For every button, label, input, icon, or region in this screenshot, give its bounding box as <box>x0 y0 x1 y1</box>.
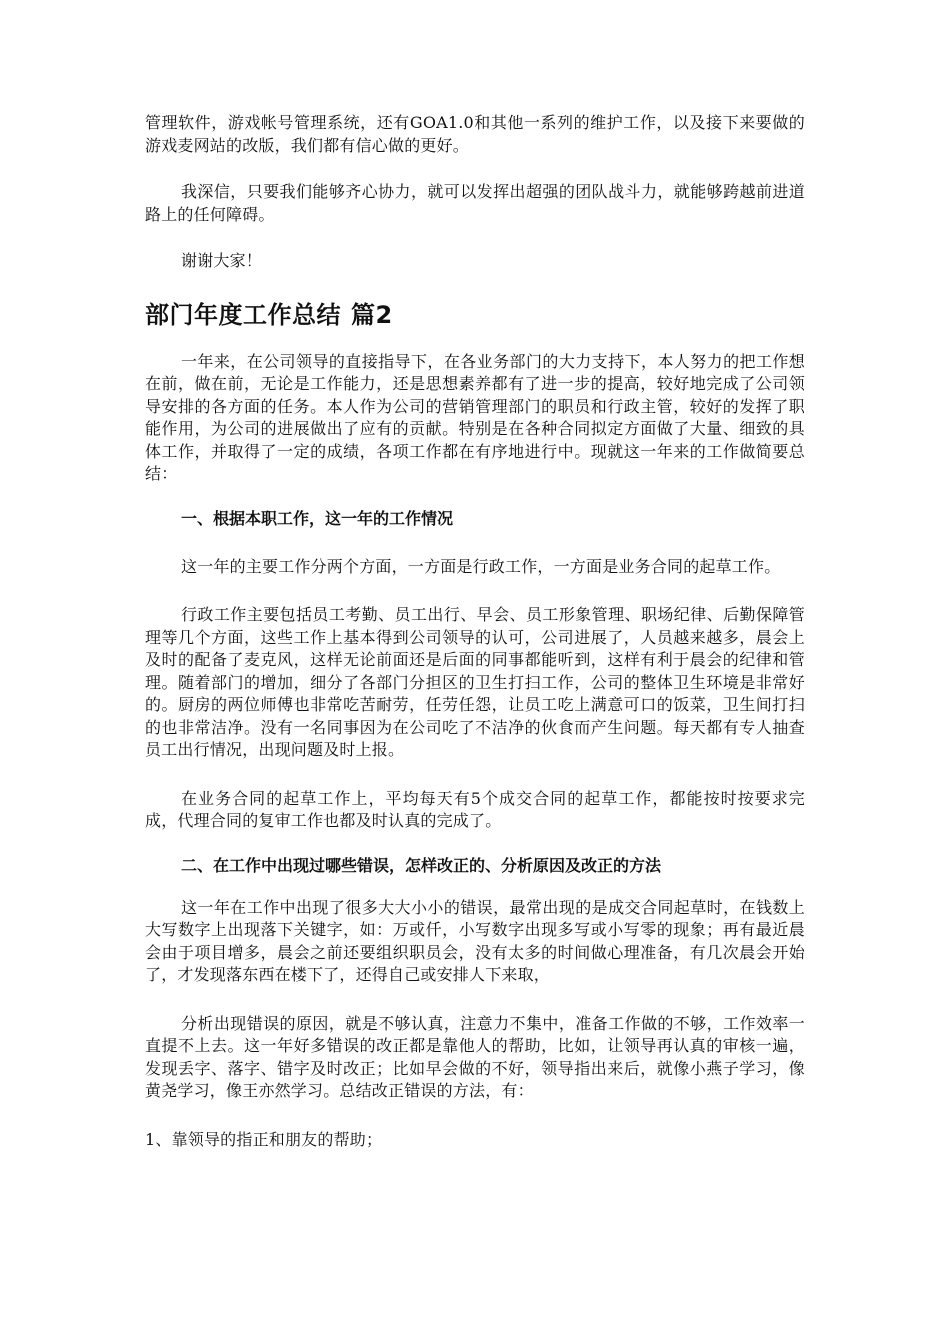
list-item-method-1: 1、靠领导的指正和朋友的帮助； <box>145 1129 383 1149</box>
heading-work-situation: 一、根据本职工作，这一年的工作情况 <box>181 508 454 528</box>
paragraph-thanks: 谢谢大家！ <box>181 251 263 270</box>
paragraph-admin-work: 行政工作主要包括员工考勤、员工出行、早会、员工形象管理、职场纪律、后勤保障管理等几个方面，这些工作上基本得到公司领导的认可，公司进展了，人员越来越多，晨会上及时的配备了麦克风，这样无论前面还是后面的同事都能听到，这样有利于晨会的纪律和管理。随着部门的增加，细分了各部门分担区的卫生打扫工作，公司的整体卫生环境是非常好的。厨房的两位师傅也非常吃苦耐劳，任劳任怨，让员工吃上满意可口的饭菜，卫生间打扫的也非常洁净。没有一名同事因为在公司吃了不洁净的伙食而产生问题。每天都有专人抽查员工出行情况，出现问题及时上报。 <box>145 605 805 759</box>
paragraph-belief: 我深信，只要我们能够齐心协力，就可以发挥出超强的团队战斗力，就能够跨越前进道路上的任何障碍。 <box>145 182 805 224</box>
paragraph-analysis: 分析出现错误的原因，就是不够认真，注意力不集中，准备工作做的不够，工作效率一直提不上去。这一年好多错误的改正都是靠他人的帮助，比如，让领导再认真的审核一遍，发现丢字、落字、错字及时改正；比如早会做的不好，领导指出来后，就像小燕子学习，像黄尧学习，像王亦然学习。总结改正错误的方法，有： <box>145 1013 805 1100</box>
section-title-text: 部门年度工作总结 <box>145 300 341 329</box>
paragraph-continuation: 管理软件，游戏帐号管理系统，还有GOA1.0和其他一系列的维护工作，以及接下来要做的游戏麦网站的改版，我们都有信心做的更好。 <box>145 113 805 155</box>
paragraph-contract-work: 在业务合同的起草工作上，平均每天有5个成交合同的起草工作，都能按时按要求完成，代理合同的复审工作也都及时认真的完成了。 <box>145 788 805 830</box>
section-title <box>145 297 805 333</box>
paragraph-two-aspects: 这一年的主要工作分两个方面，一方面是行政工作，一方面是业务合同的起草工作。 <box>181 556 781 576</box>
document-page <box>145 112 805 1151</box>
section-title-number: 篇2 <box>351 300 393 329</box>
paragraph-intro: 一年来，在公司领导的直接指导下，在各业务部门的大力支持下，本人努力的把工作想在前，做在前，无论是工作能力，还是思想素养都有了进一步的提高，较好地完成了公司领导安排的各方面的任务。本人作为公司的营销管理部门的职员和行政主管，较好的发挥了职能作用，为公司的进展做出了应有的贡献。特别是在各种合同拟定方面做了大量、细致的具体工作，并取得了一定的成绩，各项工作都在有序地进行中。现就这一年来的工作做简要总结： <box>145 351 805 483</box>
paragraph-errors: 这一年在工作中出现了很多大大小小的错误，最常出现的是成交合同起草时，在钱数上大写数字上出现落下关键字，如：万或仟，小写数字出现多写或小写零的现象；再有最近晨会由于项目增多，晨会之前还要组织职员会，没有太多的时间做心理准备，有几次晨会开始了，才发现落东西在楼下了，还得自己或安排人下来取， <box>145 897 805 984</box>
heading-errors: 二、在工作中出现过哪些错误，怎样改正的、分析原因及改正的方法 <box>181 855 662 875</box>
